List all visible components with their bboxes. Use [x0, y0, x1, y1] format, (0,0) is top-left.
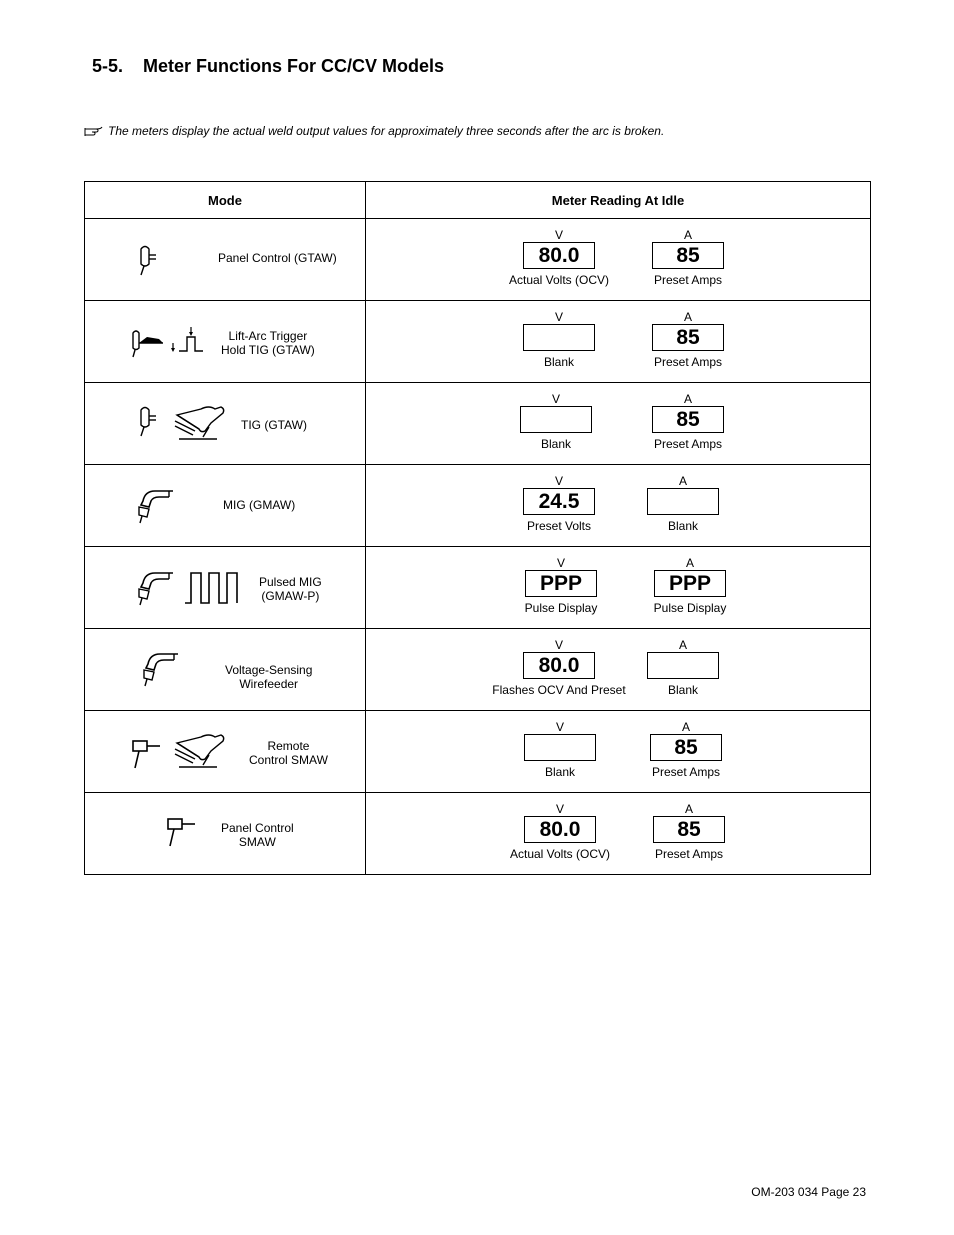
volt-meter-letter: V — [554, 474, 563, 488]
volt-meter-display: 24.5 — [523, 488, 595, 515]
amp-meter — [618, 392, 758, 451]
mode-label-line: Panel Control — [221, 821, 294, 835]
amp-meter-caption: Pulse Display — [653, 601, 727, 615]
amp-meter-display: 85 — [653, 816, 725, 843]
table-row — [85, 711, 871, 793]
pulse-waveform-icon — [183, 569, 243, 610]
section-title — [92, 56, 444, 77]
amp-meter-display: 85 — [652, 324, 724, 351]
amp-meter-letter: A — [683, 310, 692, 324]
amp-meter-display: PPP — [654, 570, 726, 597]
amp-meter-caption: Blank — [667, 683, 699, 697]
volt-meter — [490, 802, 630, 861]
mode-cell — [85, 301, 366, 383]
volt-meter-display: 80.0 — [523, 242, 595, 269]
mode-label-line: TIG (GTAW) — [241, 418, 307, 432]
mig-gun-icon — [135, 569, 175, 612]
volt-meter-display: 80.0 — [524, 816, 596, 843]
mode-label-line: Pulsed MIG — [259, 575, 322, 589]
note — [84, 124, 664, 138]
volt-meter-caption: Blank — [544, 765, 576, 779]
volt-meter-caption: Pulse Display — [524, 601, 598, 615]
volt-meter-letter: V — [556, 556, 565, 570]
mode-label-line: (GMAW-P) — [261, 589, 320, 603]
meter-cell — [366, 301, 871, 383]
mode-label-line: Lift-Arc Trigger — [228, 329, 308, 343]
meter-cell — [366, 465, 871, 547]
amp-meter-caption: Blank — [667, 519, 699, 533]
section-heading: Meter Functions For CC/CV Models — [143, 56, 445, 76]
mode-label — [218, 251, 337, 265]
mig-gun-icon — [135, 487, 175, 530]
stick-electrode-icon — [165, 815, 197, 854]
volt-meter — [489, 228, 629, 287]
volt-meter-caption: Blank — [540, 437, 572, 451]
meter-cell — [366, 793, 871, 875]
volt-meter-letter: V — [551, 392, 560, 406]
mode-label-line: Control SMAW — [249, 753, 328, 767]
mode-cell — [85, 711, 366, 793]
amp-meter-caption: Preset Amps — [653, 273, 723, 287]
amp-meter — [620, 556, 760, 615]
mode-label — [221, 821, 294, 849]
table-row — [85, 383, 871, 465]
volt-meter — [491, 556, 631, 615]
mode-label — [249, 739, 328, 767]
volt-meter — [486, 392, 626, 451]
table-row — [85, 547, 871, 629]
volt-meter-display — [520, 406, 592, 433]
mode-label — [259, 575, 322, 603]
amp-meter-display — [647, 488, 719, 515]
lift-arc-pulse-icon — [169, 325, 207, 364]
mode-label — [221, 329, 315, 357]
mode-label-line: Wirefeeder — [239, 677, 299, 691]
table-row — [85, 629, 871, 711]
volt-meter-caption: Blank — [543, 355, 575, 369]
amp-meter-letter: A — [683, 392, 692, 406]
amp-meter-letter: A — [685, 556, 694, 570]
table-row — [85, 219, 871, 301]
volt-meter-letter: V — [554, 228, 563, 242]
volt-meter-caption: Preset Volts — [526, 519, 592, 533]
volt-meter-letter: V — [554, 638, 563, 652]
amp-meter-caption: Preset Amps — [653, 355, 723, 369]
volt-meter-letter: V — [555, 802, 564, 816]
volt-meter-caption: Flashes OCV And Preset — [492, 683, 626, 697]
mode-cell — [85, 793, 366, 875]
mode-label-line: MIG (GMAW) — [223, 498, 296, 512]
meter-cell — [366, 711, 871, 793]
amp-meter — [616, 720, 756, 779]
volt-meter — [490, 720, 630, 779]
stick-electrode-icon — [130, 737, 162, 776]
amp-meter-display: 85 — [652, 242, 724, 269]
amp-meter — [618, 228, 758, 287]
amp-meter — [613, 474, 753, 533]
section-number: 5-5. — [92, 56, 124, 76]
mode-cell — [85, 547, 366, 629]
mode-label-line: SMAW — [238, 835, 276, 849]
meter-cell — [366, 629, 871, 711]
meter-cell — [366, 219, 871, 301]
amp-meter-letter: A — [681, 720, 690, 734]
amp-meter-caption: Preset Amps — [653, 437, 723, 451]
foot-pedal-icon — [171, 401, 227, 446]
page-footer: OM-203 034 Page 23 — [751, 1185, 866, 1199]
meter-header: Meter Reading At Idle — [366, 182, 871, 219]
mode-cell — [85, 383, 366, 465]
amp-meter-caption: Preset Amps — [654, 847, 724, 861]
table-row — [85, 301, 871, 383]
foot-pedal-icon — [171, 729, 227, 774]
volt-meter-display: 80.0 — [523, 652, 595, 679]
volt-meter-caption: Actual Volts (OCV) — [509, 847, 611, 861]
mode-label — [225, 663, 312, 691]
meter-functions-table — [84, 181, 871, 875]
amp-meter — [619, 802, 759, 861]
amp-meter — [613, 638, 753, 697]
volt-meter-display — [523, 324, 595, 351]
mode-label — [241, 418, 307, 432]
volt-meter-letter: V — [554, 310, 563, 324]
volt-meter — [489, 310, 629, 369]
volt-meter-letter: V — [555, 720, 564, 734]
tig-torch-icon — [135, 405, 159, 444]
volt-meter — [489, 474, 629, 533]
amp-meter-display: 85 — [652, 406, 724, 433]
amp-meter-caption: Preset Amps — [651, 765, 721, 779]
mig-gun-icon — [140, 650, 180, 693]
meter-cell — [366, 383, 871, 465]
amp-meter-letter: A — [684, 802, 693, 816]
table-row — [85, 793, 871, 875]
tig-torch-icon — [135, 244, 159, 283]
mode-label-line: Hold TIG (GTAW) — [221, 343, 315, 357]
volt-meter-caption: Actual Volts (OCV) — [508, 273, 610, 287]
volt-meter-display — [524, 734, 596, 761]
amp-meter-letter: A — [678, 638, 687, 652]
note-text: The meters display the actual weld output values for approximately three seconds after the arc is broken. — [108, 124, 665, 138]
mode-label-line: Voltage-Sensing — [225, 663, 313, 677]
mode-cell — [85, 629, 366, 711]
amp-meter-display — [647, 652, 719, 679]
mode-label-line: Remote — [267, 739, 310, 753]
mode-cell — [85, 219, 366, 301]
volt-meter-display: PPP — [525, 570, 597, 597]
mode-label-line: Panel Control (GTAW) — [218, 251, 337, 265]
mode-cell — [85, 465, 366, 547]
meter-cell — [366, 547, 871, 629]
pointing-hand-icon — [84, 125, 104, 137]
mode-header: Mode — [85, 182, 366, 219]
mode-label — [223, 498, 295, 512]
amp-meter — [618, 310, 758, 369]
tig-torch-trigger-icon — [129, 325, 167, 364]
amp-meter-letter: A — [683, 228, 692, 242]
volt-meter — [489, 638, 629, 697]
amp-meter-display: 85 — [650, 734, 722, 761]
amp-meter-letter: A — [678, 474, 687, 488]
table-row — [85, 465, 871, 547]
